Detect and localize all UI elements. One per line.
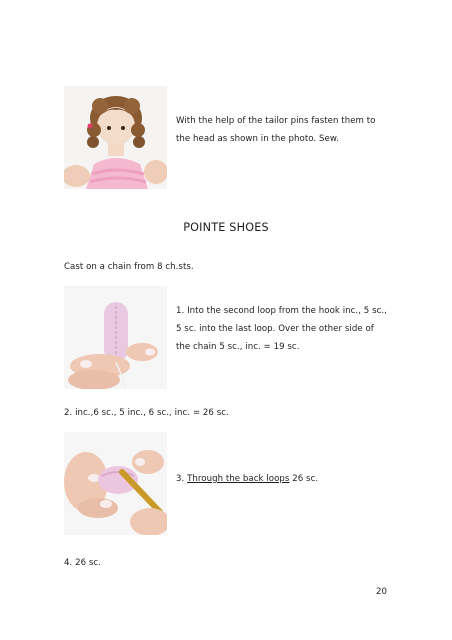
step1-line-3: the chain 5 sc., inc. = 19 sc. [176,342,300,352]
doll-head-illustration [64,86,167,189]
section1-line-2: the head as shown in the photo. Sew. [176,134,339,144]
step3-number: 3. [176,474,185,484]
step1-line-1: 1. Into the second loop from the hook inc., 5 sc., [176,306,387,316]
crochet-oval-photo [64,286,167,389]
doll-head-photo [64,86,167,189]
step4-text: 4. 26 sc. [64,558,101,568]
intro-text: Cast on a chain from 8 ch.sts. [64,262,194,272]
crochet-oval-illustration [64,286,167,389]
step1-text [176,302,416,356]
step3-rest: 26 sc. [292,474,319,484]
crochet-hook-illustration [64,432,167,535]
step3-text [176,470,416,488]
step3-underlined-text: Through the back loops [187,474,290,484]
step1-line-2: 5 sc. into the last loop. Over the other side of [176,324,374,334]
page-number: 20 [376,587,387,597]
section-heading: POINTE SHOES [183,221,269,234]
section1-text [176,112,416,148]
crochet-hook-photo [64,432,167,535]
section1-line-1: With the help of the tailor pins fasten them to [176,116,376,126]
step2-text: 2. inc.,6 sc., 5 inc., 6 sc., inc. = 26 sc. [64,408,229,418]
